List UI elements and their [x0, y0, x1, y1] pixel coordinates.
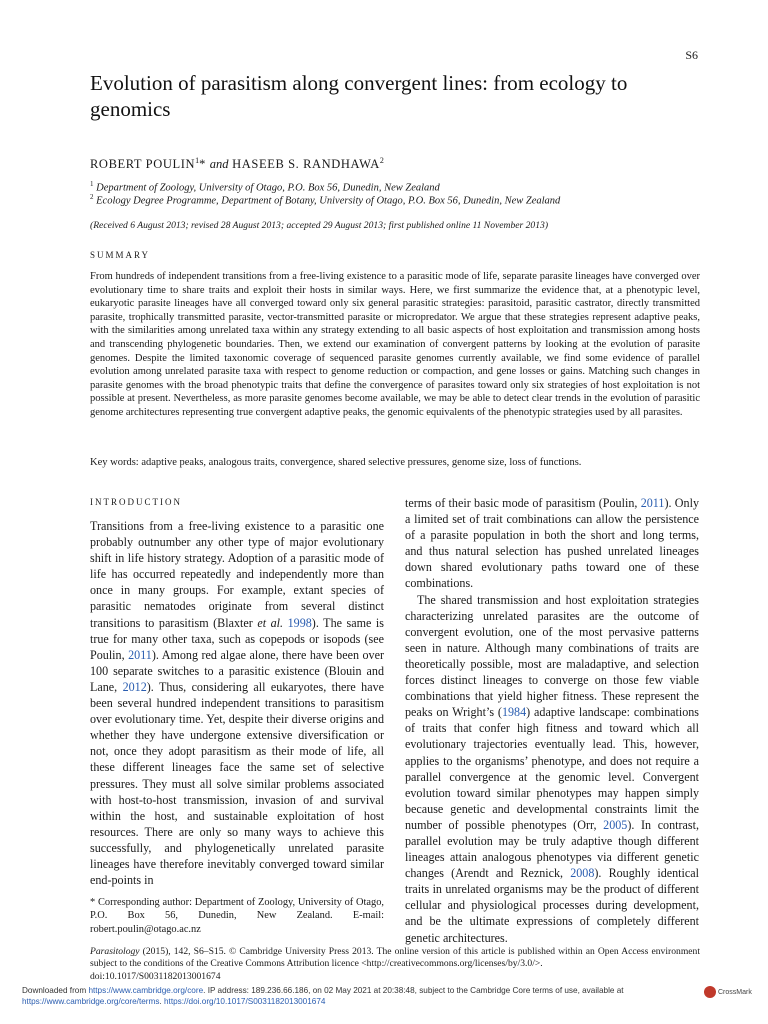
- introduction-heading: INTRODUCTION: [90, 497, 182, 507]
- cambridge-core-link[interactable]: https://www.cambridge.org/core: [88, 986, 204, 995]
- reference-link[interactable]: 1984: [501, 705, 527, 720]
- corresponding-mark: *: [199, 157, 206, 172]
- reference-link[interactable]: 2011: [128, 647, 152, 662]
- download-terms-text: . IP address: 189.236.66.186, on 02 May 2021 at 20:38:48, subject to the Cambridge Core terms of use, available at: [203, 986, 624, 995]
- reference-link[interactable]: 2005: [603, 817, 628, 832]
- text-run: ). Roughly identical traits in unrelated organisms may be the product of different cellular and physiological processes during development, and be the ultimate expressions of completely different genetic architectures.: [405, 866, 699, 945]
- affiliation-2: [90, 193, 560, 207]
- download-sep: .: [159, 996, 164, 1006]
- crossmark-icon: [704, 986, 716, 998]
- received-dates: (Received 6 August 2013; revised 28 August 2013; accepted 29 August 2013; first published online 11 November 2013): [90, 220, 549, 231]
- journal-citation: [90, 946, 700, 983]
- text-run: ). The same is true for many other taxa, such as copepods or isopods (see Poulin,: [90, 615, 384, 662]
- intro-paragraph-1-cont: [405, 495, 699, 592]
- affiliation-1-text: Department of Zoology, University of Otago, P.O. Box 56, Dunedin, New Zealand: [96, 182, 440, 194]
- text-run: ) adaptive landscape: combinations of traits that confer high fitness and toward which all evolutionary trajectories eventually lead. This, however, applies to the organisms’ phenotype, and does not require a parallel convergence at the genomic level. Convergent evolution toward similar phenotypes may happen simply because genetic and developmental constraints limit the number of possible phenotypes (Orr,: [405, 705, 699, 832]
- text-run: ). Only a limited set of trait combinations can allow the persistence of a parasite population in both the short and long terms, and thus natural selection has pushed unrelated lineages down shared evolutionary paths toward one of these combinations.: [405, 496, 699, 591]
- affiliation-1-sup: 1: [90, 180, 94, 188]
- reference-link[interactable]: 1998: [287, 615, 312, 630]
- reference-link[interactable]: 2012: [122, 679, 147, 694]
- author-2: HASEEB S. RANDHAWA: [232, 157, 380, 172]
- doi-link[interactable]: https://doi.org/10.1017/S0031182013001674: [163, 996, 326, 1006]
- text-run: terms of their basic mode of parasitism (Poulin,: [405, 496, 641, 510]
- doi: doi:10.1017/S0031182013001674: [90, 970, 221, 982]
- author-2-affil-sup: 2: [379, 156, 384, 165]
- download-notice: [22, 986, 712, 1007]
- download-prefix: Downloaded from: [22, 986, 89, 995]
- intro-paragraph-2: [405, 592, 699, 946]
- text-run: ). In contrast, parallel evolution may be truly adaptive though different lineages attain analogous phenotypes via different genetic changes (Arendt and Reznick,: [405, 817, 699, 881]
- intro-paragraph-1: [90, 518, 384, 888]
- page-number: S6: [685, 48, 698, 62]
- intro-left-column: [90, 518, 384, 888]
- affiliation-2-sup: 2: [90, 193, 94, 201]
- affiliation-1: [90, 180, 440, 194]
- italic-run: et al.: [257, 615, 284, 630]
- text-run: ). Thus, considering all eukaryotes, there have been several hundred independent transitions to parasitism over evolutionary time. Yet, despite their diverse origins and whether they have undergone extensive diversification or not, once they adopt parasitism as their mode of life, all these different lineages face the same set of selective pressures. They must all solve similar problems associated with host-to-host transmission, invasion of and survival within the host, and sustainable exploitation of host resources. There are only so many ways to achieve this successfully, and phylogenetically unrelated parasite lineages have therefore inevitably converged toward similar end-points in: [90, 679, 384, 888]
- author-conjunction: and: [209, 157, 229, 172]
- author-1: ROBERT POULIN: [90, 157, 196, 172]
- text-run: Transitions from a free-living existence to a parasitic one probably outnumber any other type of major evolutionary shift in life history strategy. Adoption of a parasitic mode of life has occurred repeatedly and independently more than once in many groups. For example, extant species of parasitic nematodes originate from several distinct transitions to parasitism (Blaxter: [90, 519, 384, 630]
- author-1-affil-sup: 1: [195, 156, 200, 165]
- keywords: Key words: adaptive peaks, analogous traits, convergence, shared selective pressures, genome size, loss of functions.: [90, 457, 582, 468]
- text-run: ). Among red algae alone, there have been over 100 separate switches to a parasitic existence (Blouin and Lane,: [90, 647, 384, 694]
- journal-name: Parasitology: [90, 946, 140, 957]
- summary-text: From hundreds of independent transitions from a free-living existence to a parasitic mode of life, separate parasite lineages have converged over evolutionary time to share traits and exploit their hosts in similar ways. Here, we first summarize the evidence that, at a phenotypic level, eukaryotic parasite lineages have all converged toward only six general parasitic strategies: parasitoid, parasitic castrator, directly transmitted parasite, trophically transmitted parasite, vector-transmitted parasite or micropredator. We argue that these strategies represent adaptive peaks, with the similarities among unrelated taxa within any strategy extending to all basic aspects of host exploitation and transmission among hosts and transcending phylogenetic boundaries. Then, we extend our examination of convergent patterns by looking at the evolution of parasite genomes. Despite the limited taxonomic coverage of sequenced parasite genomes currently available, we find some evidence of parallel evolution among unrelated parasite taxa with respect to genome reduction or compaction, and gene losses or gains. Matching such changes in parasite genomes with the broad phenotypic traits that define the convergence of parasites toward only six strategies of host exploitation is not possible at present. Nevertheless, as more parasite genomes become available, we may be able to detect clear trends in the evolution of parasitic genome architectures representing true convergent adaptive peaks, the genomic equivalents of the phenotypic strategies used by all parasites.: [90, 271, 700, 418]
- summary-heading: SUMMARY: [90, 250, 151, 260]
- terms-link[interactable]: https://www.cambridge.org/core/terms: [22, 996, 160, 1006]
- crossmark-label: CrossMark: [718, 988, 752, 996]
- reference-link[interactable]: 2008: [570, 866, 595, 881]
- corresponding-author-footnote: * Corresponding author: Department of Zoology, University of Otago, P.O. Box 56, Dunedin, New Zealand. E-mail: robert.poulin@otago.ac.nz: [90, 897, 384, 935]
- author-line: [90, 156, 384, 172]
- crossmark-badge[interactable]: [704, 986, 754, 1000]
- reference-link[interactable]: 2011: [640, 496, 665, 510]
- citation-details: (2015), 142, S6–S15. © Cambridge University Press 2013. The online version of this article is published within an Open Access environment subject to the conditions of the Creative Commons Attribution licence <http://creativecommons.org/licenses/by/3.0/>.: [90, 946, 700, 970]
- article-title: Evolution of parasitism along convergent lines: from ecology to genomics: [90, 71, 628, 121]
- text-run: The shared transmission and host exploitation strategies characterizing unrelated parasites are the outcome of convergent evolution, one of the most pervasive patterns seen in nature. Although many combinations of traits are theoretically possible, most are maladaptive, and selection forces distinct lineages to converge on those few viable combinations that yield higher fitness. These represent the peaks on Wright’s (: [405, 592, 699, 720]
- intro-right-column: [405, 495, 699, 946]
- affiliation-2-text: Ecology Degree Programme, Department of Botany, University of Otago, P.O. Box 56, Dunedin, New Zealand: [96, 195, 561, 207]
